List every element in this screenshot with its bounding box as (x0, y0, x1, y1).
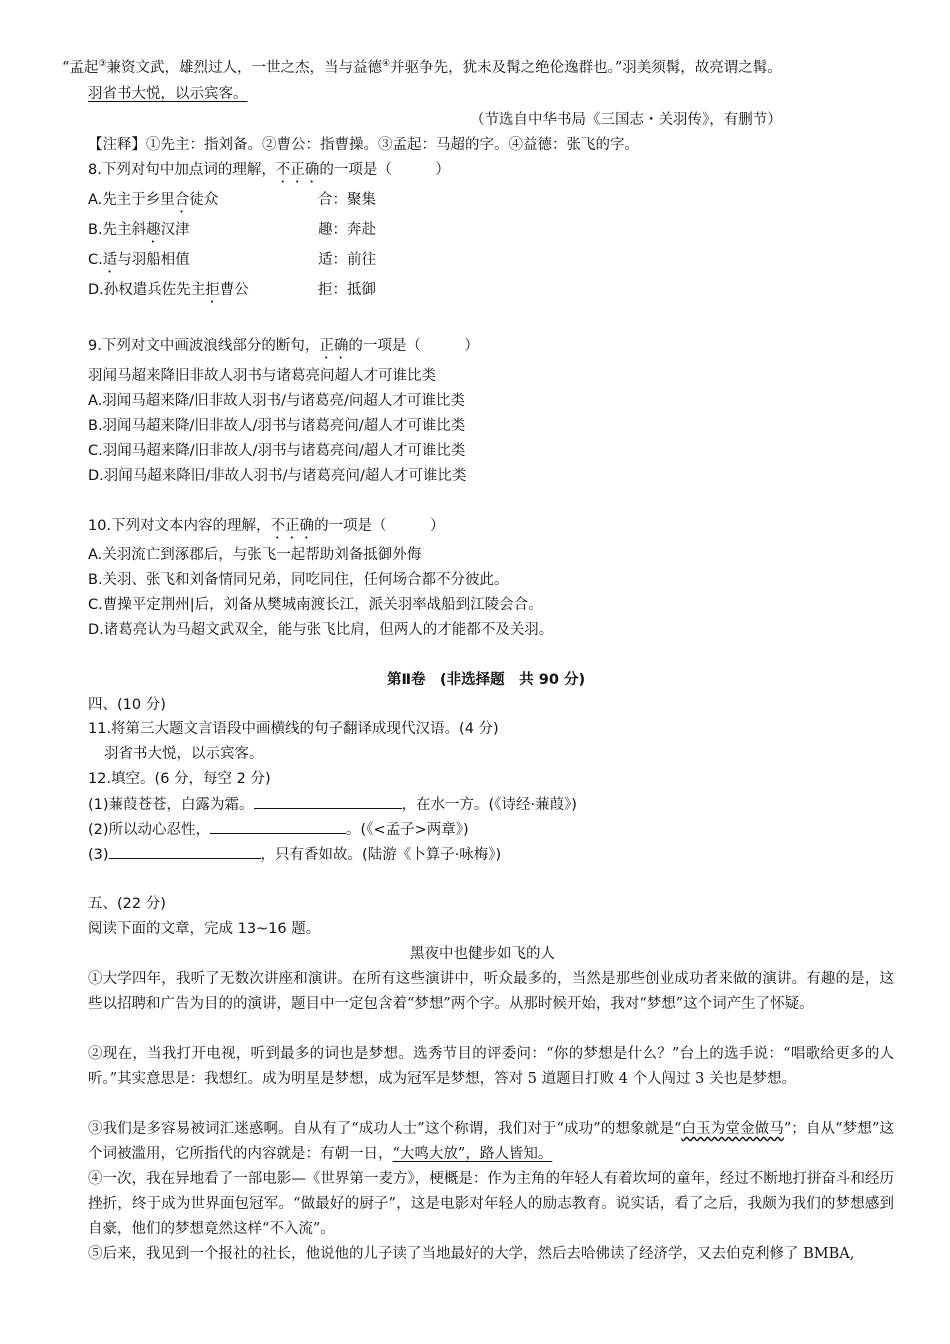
article-title: 黑夜中也健步如飞的人 (410, 946, 555, 962)
underlined-sentence: 羽省书大悦，以示宾客。 (88, 86, 248, 102)
section4-header: 四、(10 分) (88, 697, 166, 713)
fill-blank-3: (3) ，只有香如故。(陆游《卜算子·咏梅》) (88, 844, 501, 865)
note-marker-3: ③ (98, 59, 107, 70)
part2-title: 第Ⅱ卷 (非选择题 共 90 分) (387, 672, 586, 688)
q11-sentence: 羽省书大悦，以示宾客。 (104, 746, 264, 762)
annotation: 【注释】①先主：指刘备。②曹公：指曹操。③孟起：马超的字。④益德：张飞的字。 (88, 137, 639, 153)
section5-header: 五、(22 分) (88, 896, 166, 912)
q10-option-b: B.关羽、张飞和刘备情同兄弟，同吃同住，任何场合都不分彼此。 (88, 572, 509, 588)
q10-option-c: C.曹操平定荆州|后，刘备从樊城南渡长江，派关羽率战船到江陵会合。 (88, 597, 543, 613)
q8-option-b-meaning: 趣：奔赴 (318, 222, 376, 238)
article-paragraph-2: ②现在，当我打开电视，听到最多的词也是梦想。选秀节目的评委问：“你的梦想是什么？”台上的选手说：“唱歌给更多的人听。”其实意思是：我想红。成为明星是梦想，成为冠军是梦想，答对 5 道题目打败 4 个人闯过 3 关也是梦想。 (88, 1046, 894, 1087)
blank-3[interactable] (109, 844, 261, 859)
q8-stem: 8.下列对句中加点词的理解，不正确的一项是（ ） (88, 162, 450, 178)
wavy-phrase: 白玉为堂金做马 (681, 1121, 784, 1137)
q9-option-b: B.羽闻马超来降/旧非故人/羽书与诸葛亮问/超人才可谁比类 (88, 418, 466, 434)
passage-source: （节选自中华书局《三国志・关羽传》，有删节） (470, 112, 782, 128)
q9-option-a: A.羽闻马超来降/旧非故人羽书/与诸葛亮/问超人才可谁比类 (88, 393, 465, 409)
q9-option-c: C.羽闻马超来降/旧非故人/羽书与诸葛亮问/超人才可谁比类 (88, 443, 466, 459)
q9-option-d: D.羽闻马超来降旧/非故人羽书/与诸葛亮问/超人才可谁比类 (88, 468, 467, 484)
q11-stem: 11.将第三大题文言语段中画横线的句子翻译成现代汉语。(4 分) (88, 721, 499, 737)
q12-stem: 12.填空。(6 分，每空 2 分) (88, 771, 271, 787)
fill-blank-2: (2)所以动心忍性， 。(《<孟子>两章》) (88, 819, 469, 840)
article-paragraph-4: ④一次，我在异地看了一部电影—《世界第一麦方》，梗概是：作为主角的年轻人有着坎坷的童年，经过不断地打拼奋斗和经历挫折，终于成为世界面包冠军。“做最好的厨子”，这是电影对年轻人的励志教育。说实话，看了之后，我颇为我们的梦想感到自豪，他们的梦想竟然这样“不入流”。 (88, 1171, 894, 1237)
section5-instruction: 阅读下面的文章，完成 13~16 题。 (88, 921, 321, 937)
q9-sentence: 羽闻马超来降旧非故人羽书与诸葛亮问超人才可谁比类 (88, 368, 436, 384)
article-paragraph-3: ③我们是多容易被词汇迷惑啊。自从有了“成功人士”这个称谓，我们对于“成功”的想象就是“白玉为堂金做马”；自从“梦想”这个词被滥用，它所指代的内容就是：有朝一日，“大鸣大放”，路人皆知。 (88, 1121, 894, 1162)
q8-option-c-meaning: 适：前往 (318, 252, 376, 268)
q8-option-d: D.孙权遣兵佐先主拒曹公 (88, 282, 249, 298)
article-paragraph-5: ⑤后来，我见到一个报社的社长，他说他的儿子读了当地最好的大学，然后去哈佛读了经济学，又去伯克利修了 BMBA, (88, 1246, 855, 1262)
underlined-phrase: “大鸣大放”，路人皆知。 (392, 1146, 553, 1162)
blank-1[interactable] (254, 794, 402, 809)
passage-line-1: “孟起③兼资文武，雄烈过人，一世之杰，当与益德④并驱争先，犹未及髯之绝伦逸群也。”羽美须髯，故亮谓之髯。 (62, 59, 782, 76)
q10-option-a: A.关羽流亡到涿郡后，与张飞一起帮助刘备抵御外侮 (88, 547, 422, 563)
q8-option-c: C.适与羽船相值 (88, 252, 190, 268)
q8-option-b: B.先主斜趣汉津 (88, 222, 190, 238)
q9-stem: 9.下列对文中画波浪线部分的断句，正确的一项是（ ） (88, 338, 479, 354)
blank-2[interactable] (210, 819, 346, 834)
q8-option-a-meaning: 合：聚集 (318, 192, 376, 208)
q10-stem: 10.下列对文本内容的理解，不正确的一项是（ ） (88, 518, 445, 534)
note-marker-4: ④ (382, 59, 391, 70)
article-paragraph-1: ①大学四年，我听了无数次讲座和演讲。在所有这些演讲中，听众最多的，当然是那些创业成功者来做的演讲。有趣的是，这些以招聘和广告为目的的演讲，题目中一定包含着“梦想”两个字。从那时候开始，我对“梦想”这个词产生了怀疑。 (88, 971, 894, 1012)
fill-blank-1: (1)蒹葭苍苍，白露为霜。 ，在水一方。(《诗经·蒹葭》) (88, 794, 577, 815)
q8-option-a: A.先主于乡里合徒众 (88, 192, 219, 208)
q8-option-d-meaning: 拒：抵御 (318, 282, 376, 298)
q10-option-d: D.诸葛亮认为马超文武双全，能与张飞比肩，但两人的才能都不及关羽。 (88, 622, 554, 638)
